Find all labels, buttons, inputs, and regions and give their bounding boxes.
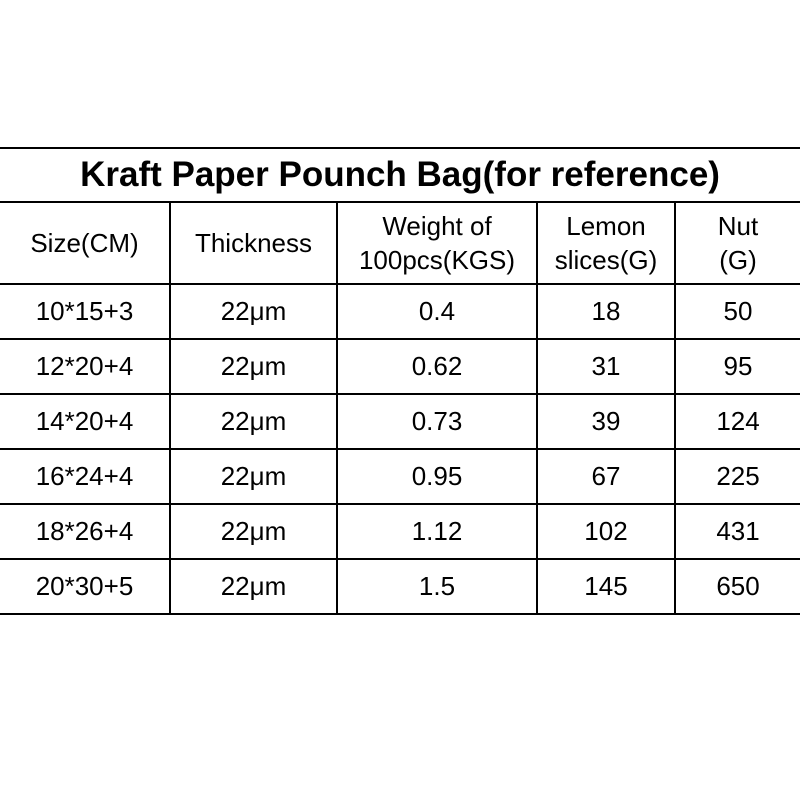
header-weight: Weight of 100pcs(KGS)	[337, 202, 537, 284]
cell-size: 12*20+4	[0, 339, 170, 394]
cell-nut: 95	[675, 339, 800, 394]
header-nut: Nut (G)	[675, 202, 800, 284]
cell-thickness: 22μm	[170, 504, 337, 559]
table-row	[0, 504, 800, 559]
cell-lemon-slices: 67	[537, 449, 675, 504]
cell-nut: 225	[675, 449, 800, 504]
cell-size: 18*26+4	[0, 504, 170, 559]
cell-lemon-slices: 18	[537, 284, 675, 339]
table-title: Kraft Paper Pounch Bag(for reference)	[0, 148, 800, 202]
header-row	[0, 202, 800, 284]
header-size: Size(CM)	[0, 202, 170, 284]
cell-size: 16*24+4	[0, 449, 170, 504]
table-row	[0, 449, 800, 504]
cell-size: 10*15+3	[0, 284, 170, 339]
cell-thickness: 22μm	[170, 449, 337, 504]
table-row	[0, 394, 800, 449]
cell-thickness: 22μm	[170, 284, 337, 339]
cell-lemon-slices: 145	[537, 559, 675, 614]
cell-nut: 431	[675, 504, 800, 559]
cell-weight: 0.73	[337, 394, 537, 449]
table-row	[0, 559, 800, 614]
cell-size: 20*30+5	[0, 559, 170, 614]
cell-weight: 0.62	[337, 339, 537, 394]
table-row	[0, 339, 800, 394]
header-lemon-slices: Lemon slices(G)	[537, 202, 675, 284]
cell-thickness: 22μm	[170, 394, 337, 449]
cell-lemon-slices: 39	[537, 394, 675, 449]
title-row	[0, 148, 800, 202]
cell-lemon-slices: 102	[537, 504, 675, 559]
cell-size: 14*20+4	[0, 394, 170, 449]
cell-lemon-slices: 31	[537, 339, 675, 394]
spec-sheet	[0, 147, 800, 615]
cell-nut: 50	[675, 284, 800, 339]
spec-table	[0, 147, 800, 615]
cell-weight: 0.95	[337, 449, 537, 504]
cell-thickness: 22μm	[170, 339, 337, 394]
table-row	[0, 284, 800, 339]
cell-weight: 0.4	[337, 284, 537, 339]
cell-weight: 1.5	[337, 559, 537, 614]
cell-thickness: 22μm	[170, 559, 337, 614]
cell-nut: 650	[675, 559, 800, 614]
cell-weight: 1.12	[337, 504, 537, 559]
header-thickness: Thickness	[170, 202, 337, 284]
cell-nut: 124	[675, 394, 800, 449]
